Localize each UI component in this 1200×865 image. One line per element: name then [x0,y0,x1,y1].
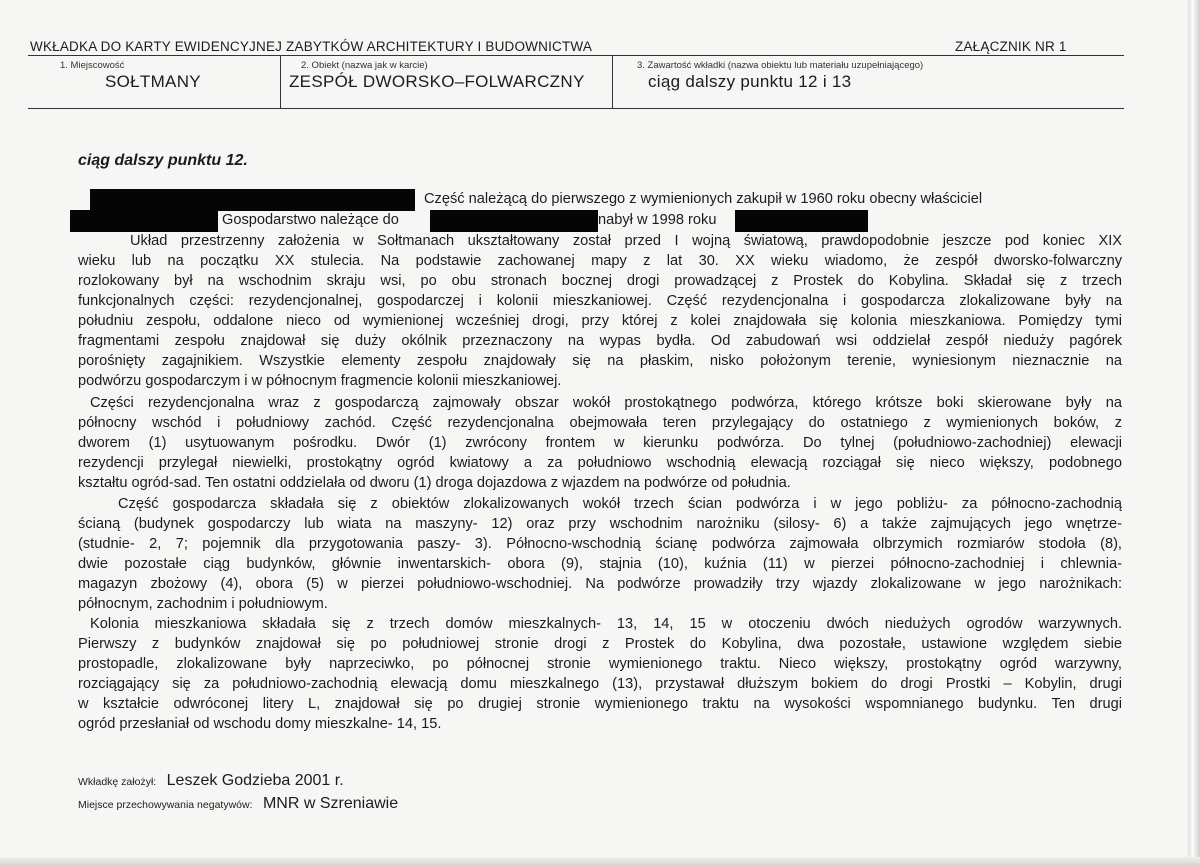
body-line: Część gospodarcza składała się z obiektów zlokalizowanych wokół trzech ścian podwórza i w jego pobliżu- za północno-zachodnią [118,496,1122,512]
storage-row [78,795,398,813]
body-line: podwórzu gospodarczym i w północnym fragmencie kolonii mieszkaniowej. [78,373,562,389]
body-line: fragmentami zespołu znajdował się duży okólnik przeznaczony na wypas bydła. Od zabudowań wsi oddzielał zespół nieduży pagórek [78,333,1122,349]
header-rule-bottom [28,108,1124,109]
body-line: Układ przestrzenny założenia w Sołtmanach ukształtowany został przed I wojną światową, prawdopodobnie jeszcze pod koniec XIX [130,233,1122,249]
locality-value: SOŁTMANY [105,72,201,91]
body-line: Części rezydencjonalna wraz z gospodarczą zajmowały obszar wokół prostokątnego podwórza, którego krótsze boki skierowane były na [90,395,1122,411]
author-label: Wkładkę założył: [78,776,157,788]
body-line: (studnie- 2, 7; pojemnik dla przygotowania paszy- 3). Północno-wschodnią ścianę podwórza zajmowała olbrzymich rozmiarów stodoła (8), [78,536,1122,552]
body-line: północnym, zachodnim i południowym. [78,596,328,612]
header-divider-2 [612,56,613,108]
redaction-bar [430,210,598,232]
redaction-bar [70,210,218,232]
storage-value: MNR w Szreniawie [262,795,399,812]
content-label: 3. Zawartość wkładki (nazwa obiektu lub materiału uzupełniającego) [637,60,924,71]
body-line: Pierwszy z budynków znajdował się po południowej stronie drogi z Prostek do Kobylina, dwa pozostałe, ustawione względem siebie [78,636,1122,652]
body-line: wieku lub na początku XX stulecia. Na podstawie zachowanej mapy z lat 30. XX wieku wiadomo, że zespół dworsko-folwarczny [78,253,1122,269]
body-line: rozciągający się za południowo-zachodnią elewacją domu mieszkalnego (13), przystawał dłuższym bokiem do drogi Prostki – Kobylin, drugi [78,676,1122,692]
author-value: Leszek Godzieba 2001 r. [166,772,344,789]
body-line: ścianą (budynek gospodarczy lub wiata na maszyny- 12) oraz przy wschodnim narożniku (silosy- 6) a także zajmujących jego wnętrze- [78,516,1122,532]
body-line: Gospodarstwo należące do [222,212,399,228]
body-line: nabył w 1998 roku [598,212,717,228]
redaction-bar [90,189,415,211]
scan-edge-right [1188,0,1200,865]
body-line: Część należącą do pierwszego z wymienionych zakupił w 1960 roku obecny właściciel [424,191,983,207]
header-divider-1 [280,56,281,108]
storage-label: Miejsce przechowywania negatywów: [78,799,253,811]
scan-edge-bottom [0,857,1200,865]
object-label: 2. Obiekt (nazwa jak w karcie) [301,60,428,71]
body-line: w kształcie odwróconej litery L, znajdował się po drugiej stronie wymienionego traktu na wysokości wspomnianego budynku. Ten drugi [78,696,1122,712]
body-line: południu zespołu, oddalone nieco od wymienionej wcześniej drogi, przy której z kolei znajdowała się kolonia mieszkaniowa. Pomiędzy tymi [78,313,1122,329]
body-line: kształtu ogród-sad. Ten ostatni oddzielała od dworu (1) droga dojazdowa z wjazdem na podwórze od południa. [78,475,791,491]
object-value: ZESPÓŁ DWORSKO–FOLWARCZNY [289,72,585,91]
body-line: ogród przesłaniał od wschodu domy mieszkalne- 14, 15. [78,716,442,732]
body-line: prostopadle, zlokalizowane były naprzeciwko, po północnej stronie wymienionego traktu. Nieco większy, prostokątny ogród warzywny, [78,656,1122,672]
header-rule-top [28,55,1124,56]
author-row [78,772,344,790]
body-line: funkcjonalnych części: rezydencjonalnej, gospodarczej i kolonii mieszkaniowej. Część rezydencjonalna i gospodarcza zlokalizowane były na [78,293,1122,309]
locality-label: 1. Miejscowość [60,60,125,71]
body-line: magazyn zbożowy (4), obora (5) w pierzei południowo-wschodniej. Na podwórze prowadziły trzy wjazdy zlokalizowane w jego narożnikach: [78,576,1122,592]
body-line: Kolonia mieszkaniowa składała się z trzech domów mieszkalnych- 13, 14, 15 w otoczeniu dwóch niedużych ogrodów warzywnych. [90,616,1122,632]
content-value: ciąg dalszy punktu 12 i 13 [648,72,852,91]
body-line: dwie pozostałe ciąg budynków, głównie inwentarskich- obora (9), stajnia (10), kuźnia (11) w pierzei północno-zachodniej i chlewnia- [78,556,1122,572]
body-line: północny wschód i południowy zachód. Część rezydencjonalna obejmowała teren przylegający do ostatniego z wymienionych boków, z [78,415,1122,431]
form-title: WKŁADKA DO KARTY EWIDENCYJNEJ ZABYTKÓW ARCHITEKTURY I BUDOWNICTWA [30,39,593,54]
section-title: ciąg dalszy punktu 12. [78,152,248,169]
body-line: porośnięty zagajnikiem. Wszystkie elementy zespołu znajdowały się na płaskim, nisko położonym terenie, wyniesionym nieznacznie na [78,353,1122,369]
redaction-bar [735,210,868,232]
body-line: dworem (1) usytuowanym pośrodku. Dwór (1) zwrócony frontem w kierunku podwórza. Do tylnej (południowo-zachodniej) elewacji [78,435,1122,451]
attachment-number: ZAŁĄCZNIK NR 1 [955,39,1067,54]
body-line: rezydencji przylegał niewielki, prostokątny ogród kwiatowy a za południowo wschodnią elewacją rozciągał się nieco większy, podobnego [78,455,1122,471]
body-line: rozlokowany był na wschodnim skraju wsi, po obu stronach bocznej drogi prowadzącej z Prostek do Kobylina. Składał się z trzech [78,273,1122,289]
